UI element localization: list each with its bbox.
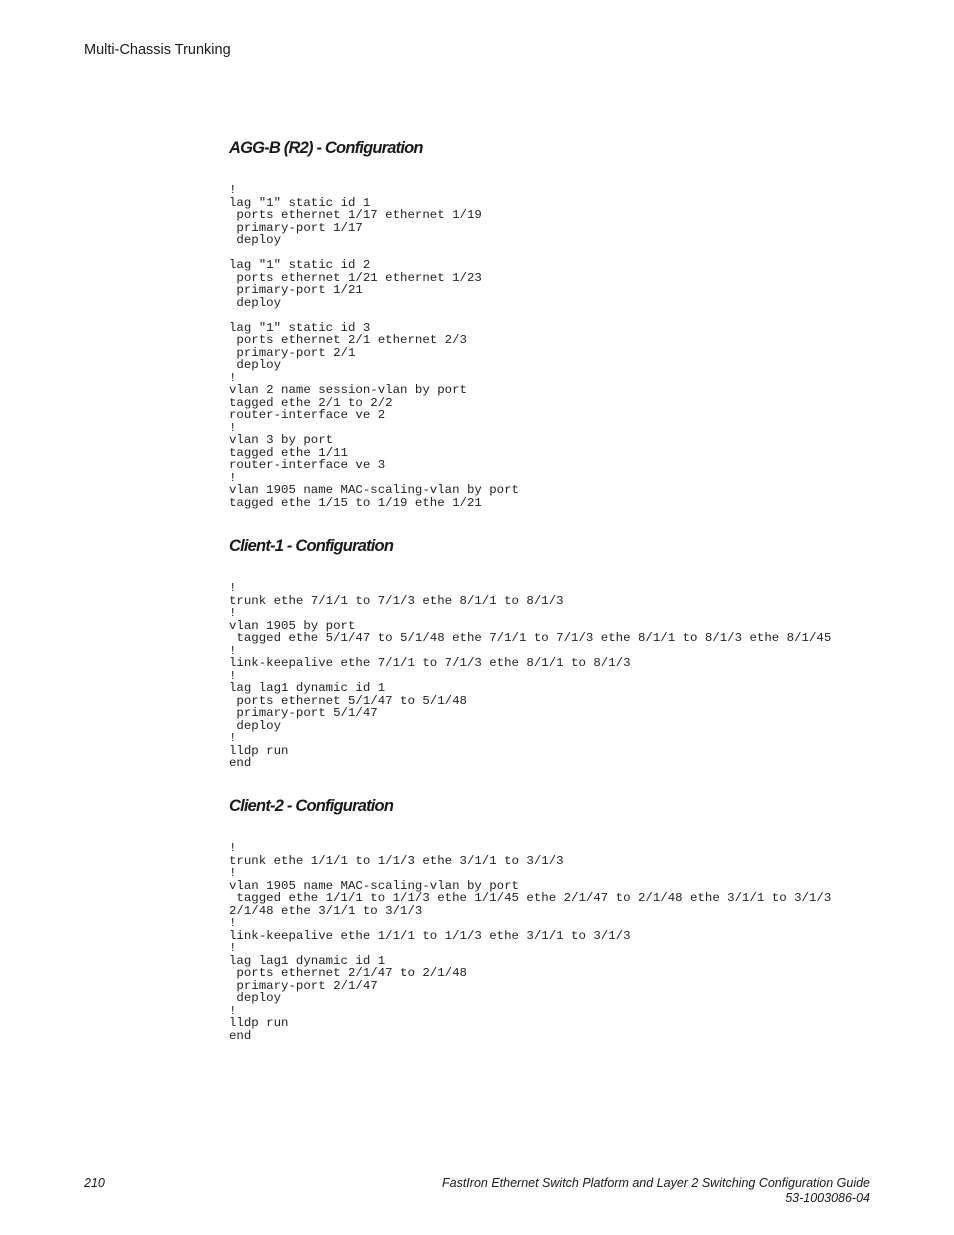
code-block-client-2: ! trunk ethe 1/1/1 to 1/1/3 ethe 3/1/1 to 3/1/3 ! vlan 1905 name MAC-scaling-vlan by port tagged ethe 1/1/1 to 1/1/3 ethe 1/1/45 ethe 2/1/47 to 2/1/48 ethe 3/1/1 to 3/1/3 2/1/48 ethe 3/1/1 to 3/1/3 ! link-keepalive ethe 1/1/1 to 1/1/3 ethe 3/1/1 to 3/1/3 ! lag lag1 dynamic id 1 ports ethernet 2/1/47 to 2/1/48 primary-port 2/1/47 deploy ! lldp run end: [229, 841, 832, 1043]
footer-doc-title: FastIron Ethernet Switch Platform and Layer 2 Switching Configuration Guide: [442, 1176, 870, 1190]
page-number: 210: [84, 1176, 105, 1190]
section-heading-agg-b: AGG-B (R2) - Configuration: [229, 139, 423, 157]
section-heading-client-1: Client-1 - Configuration: [229, 537, 394, 555]
running-header: Multi-Chassis Trunking: [84, 42, 231, 58]
code-block-agg-b: ! lag "1" static id 1 ports ethernet 1/17 ethernet 1/19 primary-port 1/17 deploy lag "1" static id 2 ports ethernet 1/21 ethernet 1/23 primary-port 1/21 deploy lag "1" static id 3 ports ethernet 2/1 ethernet 2/3 primary-port 2/1 deploy ! vlan 2 name session-vlan by port tagged ethe 2/1 to 2/2 router-interface ve 2 ! vlan 3 by port tagged ethe 1/11 router-interface ve 3 ! vlan 1905 name MAC-scaling-vlan by port tagged ethe 1/15 to 1/19 ethe 1/21: [229, 183, 519, 510]
code-block-client-1: ! trunk ethe 7/1/1 to 7/1/3 ethe 8/1/1 to 8/1/3 ! vlan 1905 by port tagged ethe 5/1/47 to 5/1/48 ethe 7/1/1 to 7/1/3 ethe 8/1/1 to 8/1/3 ethe 8/1/45 ! link-keepalive ethe 7/1/1 to 7/1/3 ethe 8/1/1 to 8/1/3 ! lag lag1 dynamic id 1 ports ethernet 5/1/47 to 5/1/48 primary-port 5/1/47 deploy ! lldp run end: [229, 581, 832, 770]
footer-doc-number: 53-1003086-04: [785, 1191, 870, 1205]
section-heading-client-2: Client-2 - Configuration: [229, 797, 394, 815]
footer-doc-info: [442, 1176, 870, 1206]
